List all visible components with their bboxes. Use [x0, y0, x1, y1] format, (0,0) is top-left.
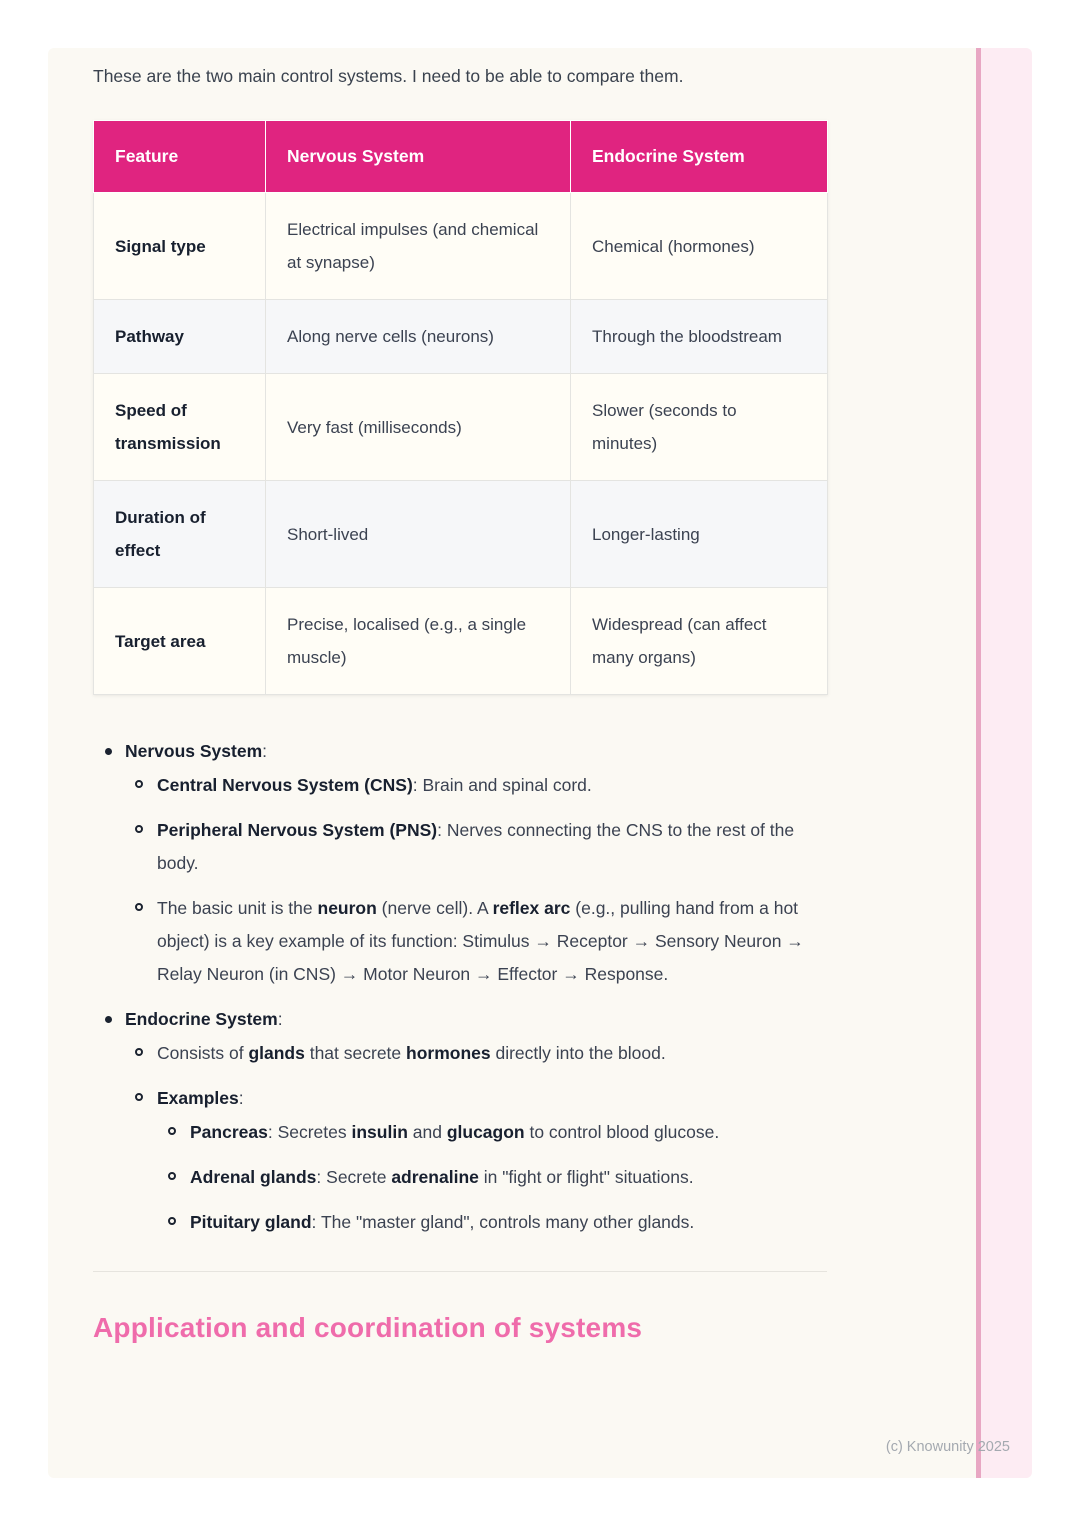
list-item	[93, 1116, 827, 1149]
section-divider	[93, 1271, 827, 1272]
text-segment: :	[262, 741, 268, 761]
bold-term: glands	[248, 1043, 305, 1063]
feature-cell	[94, 588, 266, 695]
value-cell: Along nerve cells (neurons)	[266, 300, 571, 374]
comparison-table-body	[94, 193, 828, 695]
value-cell: Longer-lasting	[571, 481, 828, 588]
feature-label: Duration of effect	[115, 508, 206, 560]
list-item	[93, 769, 827, 802]
feature-cell	[94, 481, 266, 588]
list-item-text	[157, 820, 794, 873]
column-header: Endocrine System	[571, 121, 828, 193]
comparison-table	[93, 120, 828, 695]
text-segment: and	[407, 1122, 447, 1142]
bold-term: Pituitary gland	[190, 1212, 312, 1232]
comparison-table-head	[94, 121, 828, 193]
note-card	[48, 48, 1032, 1478]
bold-term: hormones	[406, 1043, 491, 1063]
list-item-text	[190, 1212, 694, 1232]
value-cell: Widespread (can affect many organs)	[571, 588, 828, 695]
text-segment: The basic unit is the	[157, 898, 318, 918]
list-item	[93, 1206, 827, 1239]
value-cell: Precise, localised (e.g., a single muscle)	[266, 588, 571, 695]
bold-term: Pancreas	[190, 1122, 268, 1142]
text-segment: directly into the blood.	[490, 1043, 666, 1063]
value-cell: Slower (seconds to minutes)	[571, 374, 828, 481]
value-cell: Very fast (milliseconds)	[266, 374, 571, 481]
value-cell: Through the bloodstream	[571, 300, 828, 374]
bold-term: adrenaline	[391, 1167, 479, 1187]
value-cell: Short-lived	[266, 481, 571, 588]
bullet-circle-icon	[135, 903, 143, 911]
feature-cell	[94, 193, 266, 300]
bold-term: reflex arc	[492, 898, 571, 918]
text-segment: : Brain and spinal cord.	[412, 775, 592, 795]
text-segment: :	[277, 1009, 283, 1029]
watermark: (c) Knowunity 2025	[885, 1439, 1010, 1455]
bold-term: Peripheral Nervous System (PNS)	[157, 820, 438, 840]
list-item-text	[190, 1167, 694, 1187]
list-item-text	[157, 898, 804, 984]
feature-label: Target area	[115, 631, 206, 651]
bullet-circle-icon	[135, 780, 143, 788]
feature-label: Speed of transmission	[115, 401, 221, 453]
bold-term: insulin	[351, 1122, 408, 1142]
list-item-text	[157, 775, 592, 795]
note-content	[93, 62, 827, 1344]
list-item	[93, 735, 827, 768]
list-item	[93, 1161, 827, 1194]
table-row	[94, 588, 828, 695]
list-item	[93, 1082, 827, 1115]
text-segment: : Secretes	[267, 1122, 352, 1142]
feature-label: Signal type	[115, 236, 206, 256]
bullet-disc-icon	[105, 1016, 112, 1023]
margin-highlight-panel	[976, 48, 1032, 1478]
table-row	[94, 481, 828, 588]
list-item-text	[125, 741, 267, 761]
table-row	[94, 300, 828, 374]
text-segment: : Secrete	[316, 1167, 392, 1187]
bold-term: Nervous System	[125, 741, 263, 761]
list-item	[93, 1003, 827, 1036]
column-header: Feature	[94, 121, 266, 193]
text-segment: Consists of	[157, 1043, 249, 1063]
text-segment: (nerve cell). A	[376, 898, 493, 918]
notes-outline	[93, 735, 827, 1239]
list-item	[93, 814, 827, 880]
list-item	[93, 1037, 827, 1070]
text-segment: in "fight or flight" situations.	[478, 1167, 694, 1187]
table-header-row	[94, 121, 828, 193]
feature-label: Pathway	[115, 327, 184, 346]
bold-term: Examples	[157, 1088, 239, 1108]
bullet-circle-icon	[168, 1172, 176, 1180]
bullet-circle-icon	[135, 1048, 143, 1056]
bold-term: glucagon	[446, 1122, 525, 1142]
value-cell: Electrical impulses (and chemical at synapse)	[266, 193, 571, 300]
feature-cell	[94, 374, 266, 481]
bullet-circle-icon	[168, 1217, 176, 1225]
list-item-text	[125, 1009, 283, 1029]
list-item-text	[157, 1088, 244, 1108]
table-row	[94, 374, 828, 481]
bold-term: Central Nervous System (CNS)	[157, 775, 413, 795]
bold-term: Endocrine System	[125, 1009, 278, 1029]
bold-term: Adrenal glands	[190, 1167, 317, 1187]
column-header: Nervous System	[266, 121, 571, 193]
bullet-circle-icon	[168, 1127, 176, 1135]
text-segment: : The "master gland", controls many other glands.	[311, 1212, 695, 1232]
list-item	[93, 892, 827, 991]
text-segment: : Nerves connecting the CNS to the rest of the body.	[157, 820, 795, 873]
value-cell: Chemical (hormones)	[571, 193, 828, 300]
list-item-text	[157, 1043, 666, 1063]
text-segment: that secrete	[304, 1043, 407, 1063]
list-item-text	[190, 1122, 719, 1142]
bullet-circle-icon	[135, 1093, 143, 1101]
text-segment: :	[238, 1088, 244, 1108]
bullet-circle-icon	[135, 825, 143, 833]
bold-term: neuron	[317, 898, 377, 918]
text-segment: (e.g., pulling hand from a hot object) is a key example of its function: Stimulus → Receptor → Sensory Neuron → Relay Neuron (in CNS) → Motor Neuron → Effector → Response.	[157, 898, 804, 984]
bullet-disc-icon	[105, 748, 112, 755]
text-segment: to control blood glucose.	[524, 1122, 720, 1142]
feature-cell	[94, 300, 266, 374]
table-row	[94, 193, 828, 300]
section-heading: Application and coordination of systems	[93, 1312, 643, 1343]
intro-paragraph: These are the two main control systems. I need to be able to compare them.	[93, 66, 684, 86]
